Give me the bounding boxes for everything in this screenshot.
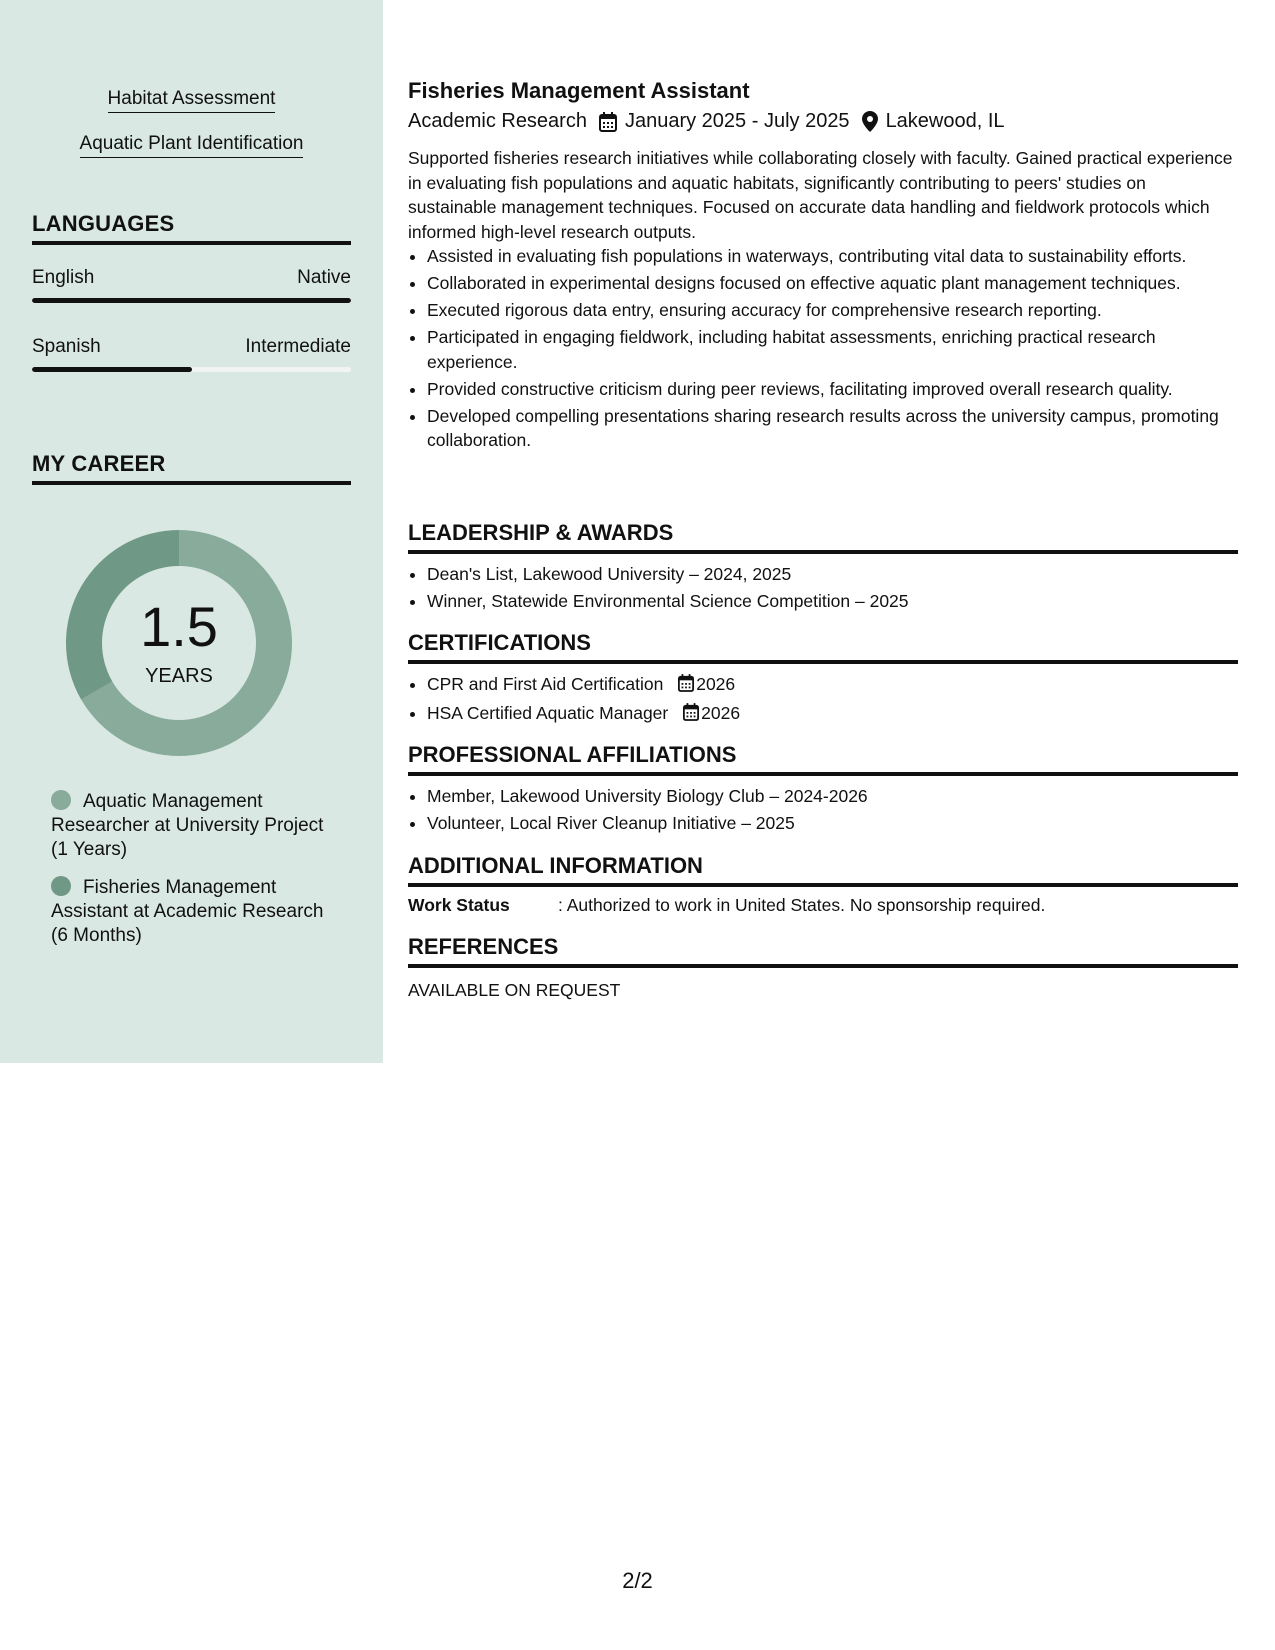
affiliations-heading: PROFESSIONAL AFFILIATIONS <box>408 742 1238 776</box>
list-item: • Member, Lakewood University Biology Club – 2024-2026 <box>427 784 1257 809</box>
certifications-heading: CERTIFICATIONS <box>408 630 1238 664</box>
job-meta <box>408 110 1005 133</box>
list-item <box>427 672 1257 699</box>
certification-year: 2026 <box>701 703 741 723</box>
job-dates: January 2025 - July 2025 <box>624 110 850 132</box>
calendar-icon <box>599 112 617 132</box>
language-bar-fill <box>32 298 351 303</box>
legend-dot <box>51 876 71 896</box>
work-status-row <box>408 895 1045 916</box>
legend-label: Fisheries Management Assistant at Academic Research (6 Months) <box>51 877 324 946</box>
language-bar-fill <box>32 367 192 372</box>
leadership-heading: LEADERSHIP & AWARDS <box>408 520 1238 554</box>
language-bar <box>32 298 351 303</box>
work-status-value: : Authorized to work in United States. No sponsorship required. <box>558 895 1046 915</box>
location-pin-icon <box>862 111 878 132</box>
list-item: • Dean's List, Lakewood University – 2024, 2025 <box>427 562 1257 587</box>
leadership-list <box>408 562 1257 616</box>
list-item <box>427 701 1257 728</box>
skill-item: Habitat Assessment <box>0 88 383 110</box>
career-legend-item <box>51 876 341 948</box>
language-name: English <box>32 267 95 288</box>
legend-label: Aquatic Management Researcher at University Project (1 Years) <box>51 791 324 860</box>
legend-dot <box>51 790 71 810</box>
references-text: AVAILABLE ON REQUEST <box>408 980 621 1000</box>
page-number: 2/2 <box>622 1568 653 1593</box>
skill-item: Aquatic Plant Identification <box>0 133 383 155</box>
language-row <box>32 336 351 358</box>
list-item: • Executed rigorous data entry, ensuring accuracy for comprehensive research reporting. <box>427 298 1238 323</box>
language-level: Intermediate <box>245 336 351 357</box>
calendar-icon <box>678 674 694 699</box>
languages-heading: LANGUAGES <box>32 211 351 245</box>
language-level: Native <box>297 267 351 288</box>
list-item: • Developed compelling presentations sharing research results across the university campus, promoting collaboration. <box>427 404 1238 453</box>
list-item: • Collaborated in experimental designs focused on effective aquatic plant management techniques. <box>427 271 1238 296</box>
work-status-label: Work Status <box>408 895 510 915</box>
language-bar <box>32 367 351 372</box>
career-heading: MY CAREER <box>32 451 351 485</box>
additional-info-heading: ADDITIONAL INFORMATION <box>408 853 1238 887</box>
job-summary: Supported fisheries research initiatives while collaborating closely with faculty. Gained practical experience in evaluating fish populations and aquatic habitats, significantly contributing to peers' studies on sustainable management techniques. Focused on accurate data handling and fieldwork protocols which informed high-level research outputs. <box>408 148 1233 242</box>
career-donut-chart <box>66 530 292 756</box>
references-heading: REFERENCES <box>408 934 1238 968</box>
list-item: • Volunteer, Local River Cleanup Initiative – 2025 <box>427 811 1257 836</box>
job-location: Lakewood, IL <box>885 110 1005 132</box>
affiliations-list <box>408 784 1257 838</box>
calendar-icon <box>683 703 699 728</box>
list-item: • Assisted in evaluating fish populations in waterways, contributing vital data to sustainability efforts. <box>427 244 1238 269</box>
certifications-list <box>408 672 1257 730</box>
certification-name: CPR and First Aid Certification <box>427 674 664 694</box>
certification-name: HSA Certified Aquatic Manager <box>427 703 669 723</box>
job-company: Academic Research <box>408 110 587 132</box>
job-bullets <box>408 244 1238 453</box>
job-description <box>408 146 1238 455</box>
language-row <box>32 267 351 289</box>
career-total-unit: YEARS <box>145 665 213 687</box>
list-item: • Winner, Statewide Environmental Science Competition – 2025 <box>427 589 1257 614</box>
job-title: Fisheries Management Assistant <box>408 78 750 103</box>
language-name: Spanish <box>32 336 101 357</box>
career-total-value: 1.5 <box>140 595 218 658</box>
list-item: • Provided constructive criticism during peer reviews, facilitating improved overall research quality. <box>427 377 1238 402</box>
certification-year: 2026 <box>696 674 736 694</box>
list-item: • Participated in engaging fieldwork, including habitat assessments, enriching practical research experience. <box>427 325 1238 374</box>
career-legend-item <box>51 790 341 862</box>
sidebar <box>0 0 383 1063</box>
